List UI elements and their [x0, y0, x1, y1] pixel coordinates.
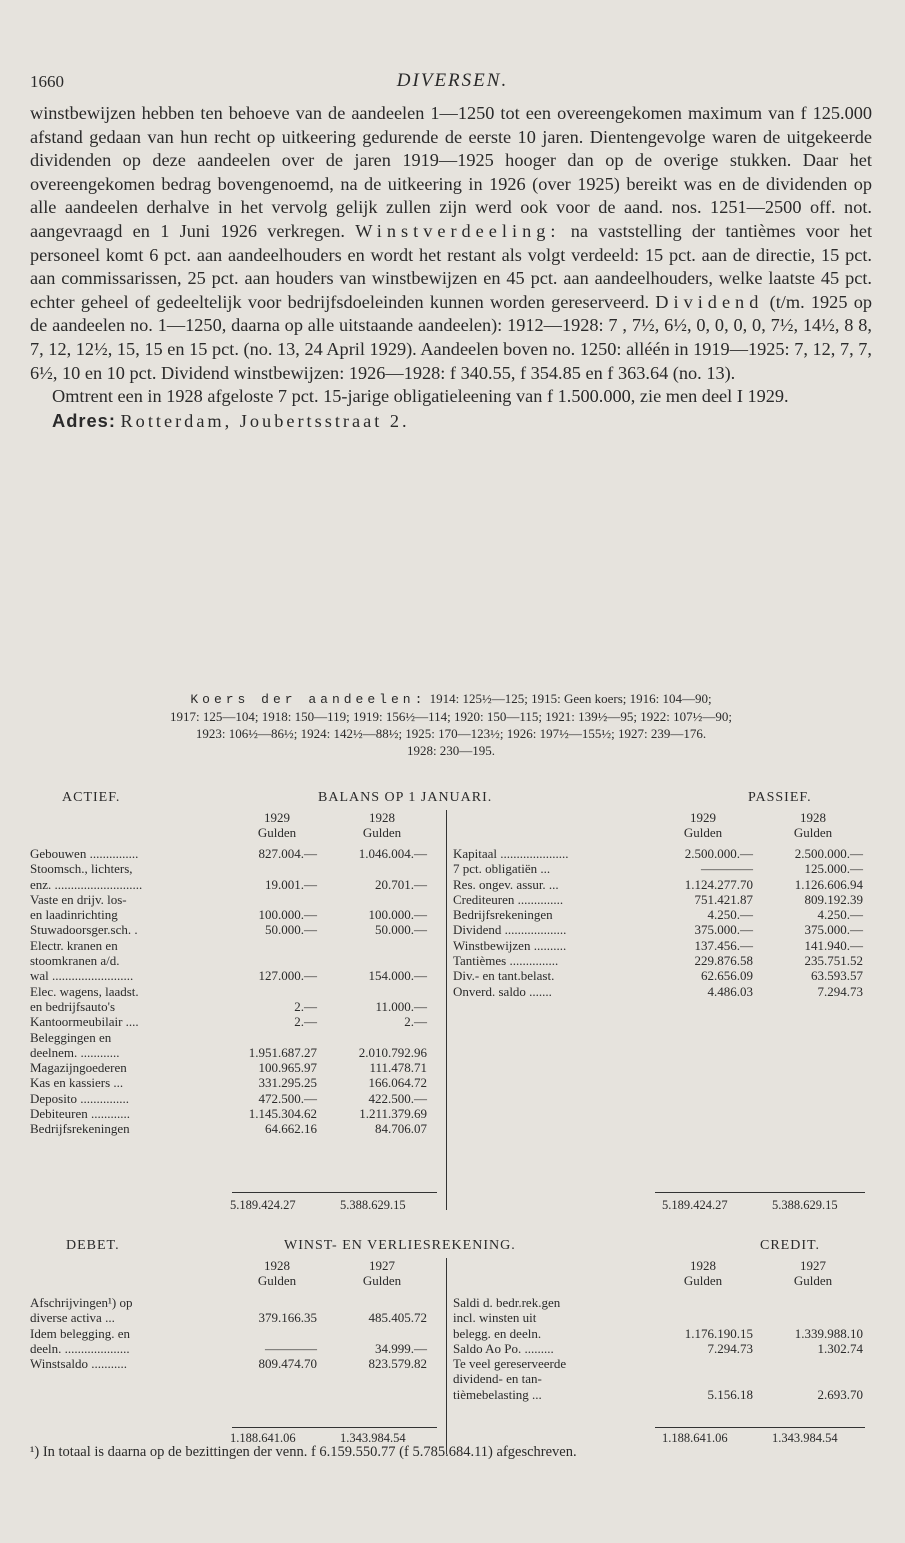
- table-row: [30, 907, 442, 922]
- row-value-1: 1.124.277.70: [684, 876, 753, 892]
- row-label: wal .........................: [30, 968, 134, 984]
- row-label: Onverd. saldo .......: [453, 983, 552, 999]
- label-dividend: Dividend: [655, 291, 764, 312]
- row-value-1: 229.876.58: [694, 953, 753, 969]
- row-value-1: 375.000.—: [694, 922, 753, 938]
- row-value-2: 809.192.39: [804, 891, 863, 907]
- year-1929: 1929: [690, 810, 716, 825]
- winst-rule-left: [232, 1427, 437, 1428]
- table-row: [30, 877, 442, 892]
- table-row: [453, 922, 863, 937]
- row-label: Winstsaldo ...........: [30, 1356, 127, 1372]
- row-label: Deposito ...............: [30, 1090, 129, 1106]
- row-value-2: 111.478.71: [369, 1060, 427, 1076]
- paragraph-main: [30, 102, 872, 385]
- unit-gulden: Gulden: [793, 825, 833, 841]
- table-row: [453, 984, 863, 999]
- row-value-1: 2.—: [294, 998, 317, 1014]
- table-row: [453, 953, 863, 968]
- row-value-2: 34.999.—: [375, 1340, 427, 1356]
- row-label: deeln. ....................: [30, 1340, 130, 1356]
- unit-gulden: Gulden: [362, 1273, 402, 1289]
- row-value-1: 7.294.73: [707, 1340, 753, 1356]
- table-row: [453, 1371, 863, 1386]
- table-row: [30, 1310, 442, 1325]
- text-winstbewijzen: winstbewijzen hebben ten behoeve van de aandeelen 1—1250 tot een overeengekomen maximum van f 125.000 afstand gedaan van hun recht op uitkeering gedurende de eerste 10 jaren. Dientengevolge waren de uitgekeerde dividenden op deze aandeelen over de jaren 1919—1925 hooger dan op de overige stukken. Daar het overeengekomen bedrag bovengenoemd, na de uitkeering in 1926 (over 1925) bereikt was en de dividenden op alle aandeelen derhalve in het vervolg gelijk zullen zijn werd ook voor de aand. nos. 1251—2500 off. not. aangevraagd en 1 Juni 1926 verkregen.: [30, 103, 872, 241]
- table-row: [453, 968, 863, 983]
- table-row: [453, 892, 863, 907]
- koers-block: [30, 690, 872, 759]
- unit-gulden: Gulden: [257, 825, 297, 841]
- row-value-2: 100.000.—: [368, 907, 427, 923]
- winst-total-left-2: 1.343.984.54: [340, 1431, 406, 1445]
- table-row: [453, 1326, 863, 1341]
- winst-divider: [446, 1258, 447, 1454]
- row-label: Elec. wagens, laadst.: [30, 983, 139, 999]
- balans-rule-right: [655, 1192, 865, 1193]
- row-label: Idem belegging. en: [30, 1325, 130, 1341]
- row-value-2: 2.—: [404, 1014, 427, 1030]
- row-value-2: 141.940.—: [804, 937, 863, 953]
- row-label: en bedrijfsauto's: [30, 998, 116, 1014]
- row-label: Crediteuren ..............: [453, 891, 564, 907]
- row-label: tièmebelasting ...: [453, 1386, 542, 1402]
- koers-line-4: 1928: 230—195.: [406, 743, 496, 758]
- table-row: [30, 938, 442, 953]
- row-value-2: 154.000.—: [368, 968, 427, 984]
- row-label: Res. ongev. assur. ...: [453, 876, 559, 892]
- unit-gulden: Gulden: [683, 1273, 723, 1289]
- paragraph-adres: [30, 409, 872, 434]
- row-label: Stoomsch., lichters,: [30, 861, 133, 877]
- row-label: deelnem. ............: [30, 1044, 120, 1060]
- table-row: [453, 1295, 863, 1310]
- koers-line-2: 1917: 125—104; 1918: 150—119; 1919: 156½—114; 1920: 150—115; 1921: 139½—95; 1922: 107½—90;: [170, 709, 732, 724]
- row-value-1: 1.951.687.27: [248, 1044, 317, 1060]
- row-value-1: 137.456.—: [694, 937, 753, 953]
- table-row: [453, 1310, 863, 1325]
- year-1928: 1928: [800, 810, 826, 825]
- row-label: Div.- en tant.belast.: [453, 968, 555, 984]
- body-text: [30, 102, 872, 433]
- row-value-1: 331.295.25: [258, 1075, 317, 1091]
- label-winstverdeeling: Winstverdeeling:: [355, 220, 561, 241]
- winst-debet-title: DEBET.: [66, 1238, 120, 1253]
- table-row: [30, 1356, 442, 1371]
- row-value-2: 1.211.379.69: [359, 1106, 427, 1122]
- row-label: incl. winsten uit: [453, 1310, 537, 1326]
- row-value-1: 379.166.35: [258, 1310, 317, 1326]
- row-label: Kas en kassiers ...: [30, 1075, 124, 1091]
- table-row: [30, 922, 442, 937]
- table-row: [453, 861, 863, 876]
- footnote-mark: ¹): [30, 1444, 40, 1460]
- row-label: Bedrijfsrekeningen: [453, 907, 553, 923]
- footnote: [30, 1443, 872, 1461]
- row-label: Vaste en drijv. los-: [30, 891, 127, 907]
- row-value-1: ————: [265, 1340, 317, 1356]
- table-row: [453, 877, 863, 892]
- row-value-1: ————: [701, 861, 753, 877]
- row-label: Saldi d. bedr.rek.gen: [453, 1295, 561, 1310]
- balans-total-right-2: 5.388.629.15: [772, 1198, 838, 1212]
- row-value-2: 823.579.82: [368, 1356, 427, 1372]
- balans-total-left-1: 5.189.424.27: [230, 1198, 296, 1212]
- koers-text-1: 1914: 125½—125; 1915: Geen koers; 1916: 104—90;: [429, 691, 712, 706]
- table-row: [30, 1060, 442, 1075]
- table-row: [453, 1356, 863, 1371]
- year-1929: 1929: [264, 810, 290, 825]
- row-value-1: 1.176.190.15: [684, 1325, 753, 1341]
- row-label: Kapitaal .....................: [453, 846, 569, 861]
- winst-debet-table: [30, 1295, 442, 1371]
- row-value-1: 4.486.03: [707, 983, 753, 999]
- running-title: DIVERSEN.: [396, 70, 509, 91]
- table-row: [30, 999, 442, 1014]
- year-1928: 1928: [690, 1258, 716, 1273]
- unit-gulden: Gulden: [683, 825, 723, 841]
- balans-title: BALANS OP 1 JANUARI.: [318, 790, 493, 805]
- row-label: belegg. en deeln.: [453, 1325, 542, 1341]
- row-label: Gebouwen ...............: [30, 846, 139, 861]
- winst-credit-table: [453, 1295, 863, 1402]
- table-row: [453, 1387, 863, 1402]
- table-row: [453, 1341, 863, 1356]
- row-value-2: 235.751.52: [804, 953, 863, 969]
- table-row: [453, 938, 863, 953]
- table-row: [30, 1295, 442, 1310]
- row-label: diverse activa ...: [30, 1310, 115, 1326]
- winst-header-left: [30, 1258, 442, 1289]
- winst-total-left-1: 1.188.641.06: [230, 1431, 296, 1445]
- row-label: Stuwadoorsger.sch. .: [30, 922, 138, 938]
- text-winstverdeeling: na vaststelling der tantièmes voor het personeel komt 6 pct. aan aandeelhouders en wordt het restant als volgt verdeeld: 15 pct. aan de directie, 15 pct. aan commissarissen, 25 pct. aan houders van winstbewijzen en 45 pct. aan aandeelhouders, welke laatste 45 pct. echter geheel of gedeeltelijk voor bedrijfsdoeleinden kunnen worden gereserveerd.: [30, 220, 873, 312]
- winst-rule-right: [655, 1427, 865, 1428]
- row-label: Bedrijfsrekeningen: [30, 1121, 130, 1137]
- table-row: [30, 1326, 442, 1341]
- table-row: [30, 892, 442, 907]
- row-value-1: 64.662.16: [265, 1121, 317, 1137]
- row-value-1: 2.500.000.—: [684, 846, 753, 861]
- row-label: Te veel gereserveerde: [453, 1356, 567, 1372]
- row-value-1: 5.156.18: [707, 1386, 753, 1402]
- balans-total-right-1: 5.189.424.27: [662, 1198, 728, 1212]
- balans-header-left: [30, 810, 442, 841]
- winst-title: WINST- EN VERLIESREKENING.: [284, 1238, 516, 1253]
- row-label: Afschrijvingen¹) op: [30, 1295, 133, 1310]
- row-label: Debiteuren ............: [30, 1106, 131, 1122]
- balans-actief-title: ACTIEF.: [62, 790, 121, 805]
- row-value-2: 125.000.—: [804, 861, 863, 877]
- row-value-1: 472.500.—: [258, 1090, 317, 1106]
- table-row: [30, 861, 442, 876]
- unit-gulden: Gulden: [793, 1273, 833, 1289]
- row-value-2: 1.046.004.—: [358, 846, 427, 861]
- winst-header-right: [453, 1258, 863, 1289]
- row-value-1: 100.965.97: [258, 1060, 317, 1076]
- row-label: en laadinrichting: [30, 907, 118, 923]
- row-value-2: 20.701.—: [375, 876, 427, 892]
- row-value-1: 1.145.304.62: [248, 1106, 317, 1122]
- row-value-2: 1.126.606.94: [794, 876, 863, 892]
- row-label: Beleggingen en: [30, 1029, 112, 1045]
- row-label: dividend- en tan-: [453, 1371, 542, 1387]
- row-label: 7 pct. obligatiën ...: [453, 861, 551, 877]
- row-label: Dividend ...................: [453, 922, 567, 938]
- row-value-2: 63.593.57: [811, 968, 863, 984]
- table-row: [30, 1121, 442, 1136]
- page-number: 1660: [30, 72, 64, 91]
- table-row: [30, 1106, 442, 1121]
- row-value-1: 827.004.—: [258, 846, 317, 861]
- balans-divider: [446, 810, 447, 1210]
- balans-passief-title: PASSIEF.: [748, 790, 812, 805]
- row-value-2: 4.250.—: [817, 907, 863, 923]
- row-value-2: 485.405.72: [368, 1310, 427, 1326]
- balans-total-left-2: 5.388.629.15: [340, 1198, 406, 1212]
- row-value-1: 62.656.09: [701, 968, 753, 984]
- row-value-2: 7.294.73: [817, 983, 863, 999]
- row-value-2: 375.000.—: [804, 922, 863, 938]
- table-row: [453, 907, 863, 922]
- table-row: [30, 1045, 442, 1060]
- table-row: [30, 1014, 442, 1029]
- year-1927: 1927: [369, 1258, 395, 1273]
- balans-passief-table: [453, 846, 863, 999]
- table-row: [30, 1030, 442, 1045]
- row-value-2: 1.339.988.10: [794, 1325, 863, 1341]
- balans-header-right: [453, 810, 863, 841]
- adres-label: Adres:: [52, 409, 116, 431]
- koers-line-1: [30, 690, 872, 708]
- row-value-2: 2.693.70: [817, 1386, 863, 1402]
- row-value-2: 2.500.000.—: [794, 846, 863, 861]
- text-dividend: (t/m. 1925 op de aandeelen no. 1—1250, daarna op alle uitstaande aandeelen): 1912—1928: 7 , 7½, 6½, 0, 0, 0, 0, 7½, 14½, 8 8, 7, 12, 12½, 15, 15 en 15 pct. (no. 13, 24 April 1929). Aandeelen boven no. 1250: alléén in 1919—1925: 7, 12, 7, 7, 6½, 10 en 10 pct. Dividend winstbewijzen: 1926—1928: f 340.55, f 354.85 en f 363.64 (no. 13).: [30, 291, 872, 383]
- row-value-1: 2.—: [294, 1014, 317, 1030]
- balans-rule-left: [232, 1192, 437, 1193]
- winst-total-right-2: 1.343.984.54: [772, 1431, 838, 1445]
- row-value-2: 11.000.—: [375, 998, 427, 1014]
- table-row: [30, 846, 442, 861]
- row-value-1: 4.250.—: [707, 907, 753, 923]
- year-1928: 1928: [264, 1258, 290, 1273]
- winst-total-right-1: 1.188.641.06: [662, 1431, 728, 1445]
- unit-gulden: Gulden: [257, 1273, 297, 1289]
- adres-value: Rotterdam, Joubertsstraat 2.: [120, 410, 410, 431]
- year-1927: 1927: [800, 1258, 826, 1273]
- row-value-1: 809.474.70: [258, 1356, 317, 1372]
- table-row: [30, 968, 442, 983]
- balans-actief-table: [30, 846, 442, 1137]
- row-value-1: 19.001.—: [265, 876, 317, 892]
- koers-label: Koers der aandeelen:: [190, 692, 427, 707]
- row-label: Winstbewijzen ..........: [453, 937, 567, 953]
- row-value-2: 422.500.—: [368, 1090, 427, 1106]
- table-row: [30, 984, 442, 999]
- row-value-1: 100.000.—: [258, 907, 317, 923]
- row-value-1: 50.000.—: [265, 922, 317, 938]
- koers-line-3: 1923: 106½—86½; 1924: 142½—88½; 1925: 170—123½; 1926: 197½—155½; 1927: 239—176.: [195, 726, 707, 741]
- row-label: Magazijngoederen: [30, 1060, 127, 1076]
- table-row: [453, 846, 863, 861]
- row-label: enz. ...........................: [30, 876, 143, 892]
- row-value-1: 751.421.87: [694, 891, 753, 907]
- table-row: [30, 953, 442, 968]
- row-label: Saldo Ao Po. .........: [453, 1340, 554, 1356]
- table-row: [30, 1341, 442, 1356]
- row-value-2: 2.010.792.96: [358, 1044, 427, 1060]
- unit-gulden: Gulden: [362, 825, 402, 841]
- row-label: stoomkranen a/d.: [30, 953, 120, 969]
- table-row: [30, 1075, 442, 1090]
- row-value-2: 1.302.74: [817, 1340, 863, 1356]
- row-value-2: 50.000.—: [375, 922, 427, 938]
- footnote-text: In totaal is daarna op de bezittingen der venn. f 6.159.550.77 (f 5.785.684.11) afgeschreven.: [42, 1444, 577, 1460]
- row-value-2: 166.064.72: [368, 1075, 427, 1091]
- row-label: Electr. kranen en: [30, 937, 118, 953]
- table-row: [30, 1091, 442, 1106]
- row-label: Kantoormeubilair ....: [30, 1014, 139, 1030]
- year-1928: 1928: [369, 810, 395, 825]
- paragraph-obligatie: Omtrent een in 1928 afgeloste 7 pct. 15-jarige obligatieleening van f 1.500.000, zie men deel I 1929.: [52, 386, 789, 407]
- row-value-2: 84.706.07: [375, 1121, 427, 1137]
- winst-credit-title: CREDIT.: [760, 1238, 821, 1253]
- row-label: Tantièmes ...............: [453, 953, 559, 969]
- row-value-1: 127.000.—: [258, 968, 317, 984]
